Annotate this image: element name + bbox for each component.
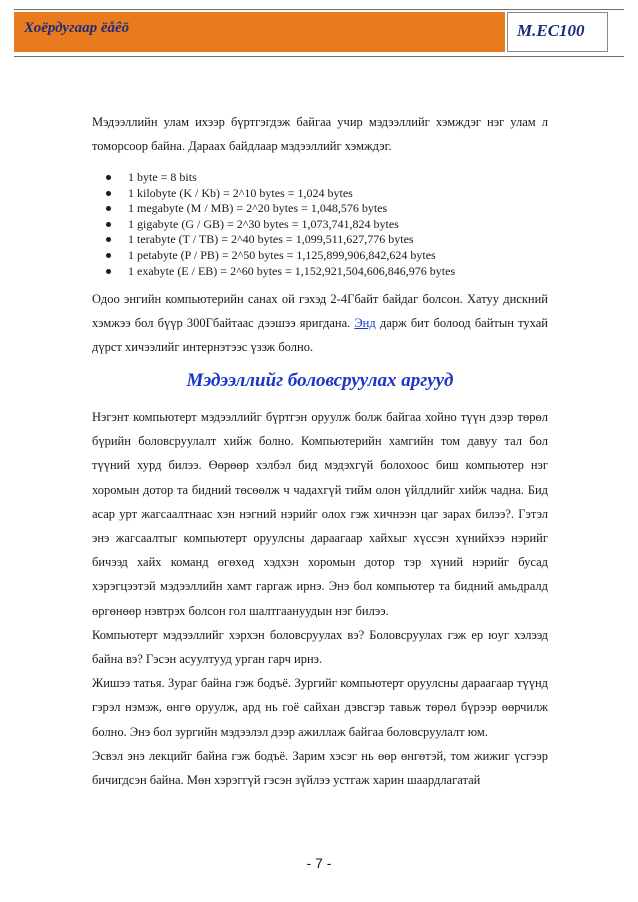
unit-item-exabyte: 1 exabyte (E / EB) = 2^60 bytes = 1,152,921,504,606,846,976 bytes xyxy=(104,264,455,280)
section-heading: Мэдээллийг боловсруулах аргууд xyxy=(186,370,454,391)
unit-item-megabyte: 1 megabyte (M / MB) = 2^20 bytes = 1,048,576 bytes xyxy=(104,201,455,217)
processing-paragraph-image-example: Жишээ татья. Зураг байна гэж бодъё. Зургийг компьютерт оруулсны дараагаар түүнд гэрэл нэмэж, өнгө оруулж, ард нь гоё сайхан дэвсгэр тавьж төрөл бүрээр өөрчилж болно. Энэ бол зургийн мэдээлэл дээр ажиллаж байгаа боловсруулалт юм. xyxy=(92,676,548,739)
processing-paragraph-lecture-example: Эсвэл энэ лекцийг байна гэж бодъё. Зарим хэсэг нь өөр өнгөтэй, том жижиг үсгээр бичигдсэн байна. Мөн хэрэггүй гэсэн зүйлээ устгаж харин шаардлагатай xyxy=(92,748,548,788)
unit-item-petabyte: 1 petabyte (P / PB) = 2^50 bytes = 1,125,899,906,842,624 bytes xyxy=(104,248,455,264)
storage-text-after: дарж бит болоод байтын тухай дүрст хичээлийг интернэтээс үзэж болно. xyxy=(92,316,549,355)
storage-text-before: Одоо энгийн компьютерийн санах ой гэхэд 2-4Гбайт байдаг болсон. Хатуу дискний хэмжээ бол бүүр 300Гбайтаас дээшээ яригдана. xyxy=(92,292,548,331)
unit-item-gigabyte: 1 gigabyte (G / GB) = 2^30 bytes = 1,073,741,824 bytes xyxy=(104,217,455,233)
page-number: - 7 - xyxy=(306,855,332,871)
header-bottom-rule xyxy=(14,56,624,57)
chapter-title: Хоёрдугаар ёåêö xyxy=(24,20,130,36)
storage-paragraph xyxy=(92,287,548,360)
header-chapter-band xyxy=(14,12,505,52)
video-lesson-link[interactable]: Энд xyxy=(354,316,376,331)
intro-paragraph: Мэдээллийн улам ихээр бүртгэгдэж байгаа учир мэдээллийг хэмждэг нэг улам л томорсоор байна. Дараах байдлаар мэдээллийг хэмждэг. xyxy=(92,115,548,154)
header-course-box xyxy=(507,12,608,52)
header-top-rule xyxy=(14,9,624,10)
processing-paragraph-speed: Нэгэнт компьютерт мэдээллийг бүртгэн оруулж болж байгаа хойно түүн дээр төрөл бүрийн боловсруулалт хийж болно. Компьютерийн хамгийн том давуу тал бол түүний хурд билээ. Өөрөөр хэлбэл бид мэдэхгүй болохоос биш компьютер нэг хоромын дотор та бидний төсөөлж ч чадахгүй тийм олон үйлдлийг хийж чадна. Бид асар урт жагсаалтнаас хэн нэгний нэрийг олох гэж хичнээн цаг зарах билээ?. Гэтэл энэ жагсаалтыг компьютерт оруулсны дараагаар хайхыг хүссэн хүнийхээ нэрийг бичээд хайх команд өгөхөд хэдхэн хоромын дотор тэр хүний нэрийг бусад хэрэгцээтэй мэдээллийн хамт гаргаж ирнэ. Энэ бол компьютер та бидний амьдралд өргөнөөр нэвтрэх болсон гол шалтгаануудын нэг билээ. xyxy=(92,410,548,618)
course-code: M.EC100 xyxy=(517,21,585,40)
unit-item-byte: 1 byte = 8 bits xyxy=(104,170,455,186)
unit-item-terabyte: 1 terabyte (T / TB) = 2^40 bytes = 1,099,511,627,776 bytes xyxy=(104,232,455,248)
processing-paragraph-question: Компьютерт мэдээллийг хэрхэн боловсруулах вэ? Боловсруулах гэж ер юуг хэлээд байна вэ? Гэсэн асуултууд урган гарч ирнэ. xyxy=(92,627,548,667)
processing-section-body xyxy=(92,405,548,792)
unit-item-kilobyte: 1 kilobyte (K / Kb) = 2^10 bytes = 1,024 bytes xyxy=(104,186,455,202)
data-units-list xyxy=(104,170,455,279)
